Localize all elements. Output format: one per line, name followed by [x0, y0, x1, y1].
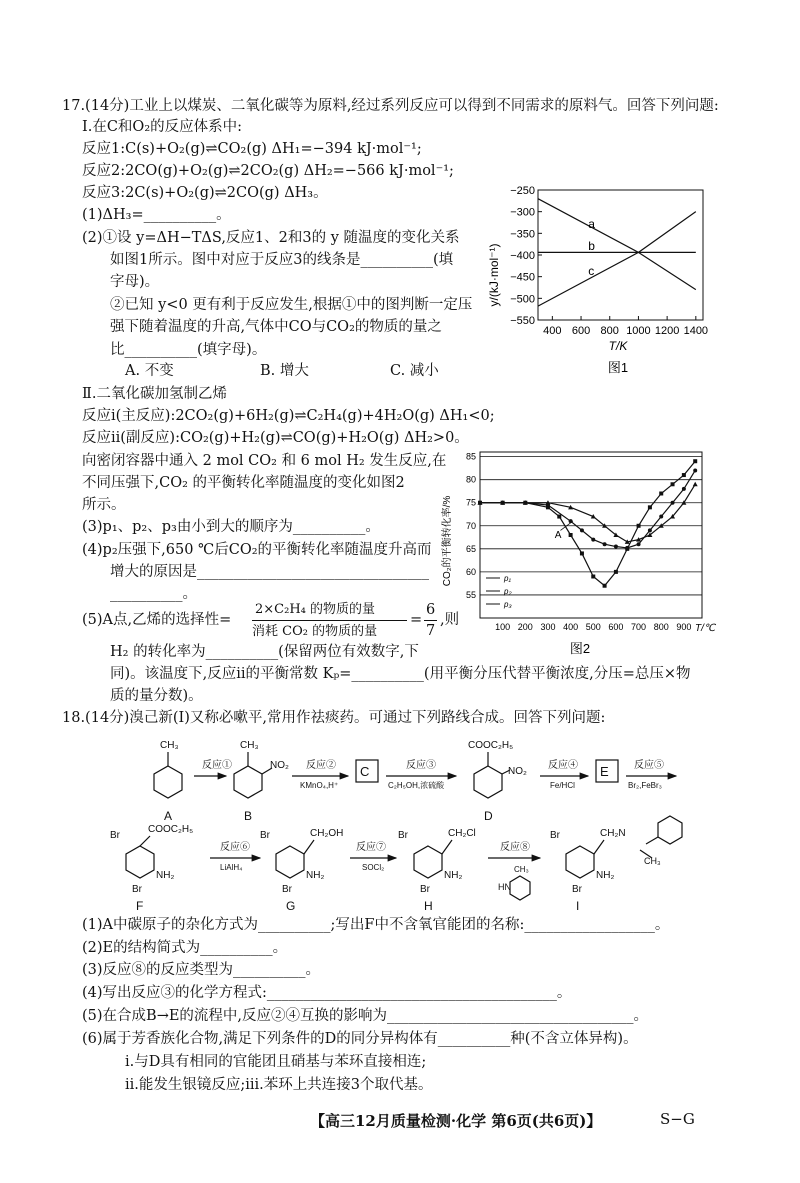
figure-1-xtick-label: 800	[600, 325, 619, 337]
box-e-label: E	[600, 764, 609, 779]
fraction-bar	[252, 620, 407, 621]
figure-1-ylabel: y/(kJ·mol⁻¹)	[487, 243, 501, 307]
label-b: B	[244, 809, 253, 823]
q17-question-4-line3: __________。	[110, 586, 197, 602]
figure-1-xtick-label: 1000	[626, 325, 651, 337]
option-c: C. 减小	[390, 363, 439, 379]
label-f: F	[136, 899, 144, 913]
cyclohexyl-i	[658, 816, 682, 844]
figure-1-xtick-label: 1400	[683, 325, 709, 337]
figure-2-point-p2	[693, 468, 697, 472]
figure-2-point-p2	[648, 528, 652, 532]
arrow-r2-cond: KMnO₄,H⁺	[300, 781, 339, 790]
h-nh2: NH₂	[444, 870, 463, 881]
figure-1-xtick-label: 400	[543, 325, 562, 337]
ring-d	[474, 766, 502, 798]
q17-reaction-2: 反应2:2CO(g)+O₂(g)⇌2CO₂(g) ΔH₂=−566 kJ·mol⁻¹;	[82, 163, 454, 179]
q17-question-2a-line3: 字母)。	[110, 274, 160, 290]
i-br2: Br	[572, 884, 582, 895]
f-br1: Br	[110, 830, 120, 841]
label-g: G	[286, 899, 296, 913]
ring-h	[414, 846, 442, 878]
q17-question-2b-line2: 强下随着温度的升高,气体中CO与CO₂的物质的量之	[110, 319, 442, 335]
figure-1-ytick-label: −350	[510, 228, 535, 241]
q17-question-2b-line3: 比__________(填字母)。	[110, 342, 267, 358]
figure-2-ytick-label: 65	[465, 543, 476, 554]
i-ch2n: CH₂N	[600, 828, 626, 839]
ring-a	[154, 766, 182, 798]
q17-reaction-ii: 反应ⅱ(副反应):CO₂(g)+H₂(g)⇌CO(g)+H₂O(g) ΔH₂>0。	[82, 430, 469, 446]
figure-2-point-p2	[625, 546, 629, 550]
figure-2-point-p1	[659, 492, 663, 496]
figure-2-ytick-label: 85	[465, 451, 476, 462]
figure-2-ytick-label: 80	[465, 474, 476, 485]
figure-2-xtick-label: 900	[676, 622, 692, 632]
b-ch3: CH₃	[240, 740, 259, 751]
q17-question-5-prefix: (5)A点,乙烯的选择性=	[82, 612, 232, 628]
label-h: H	[424, 899, 433, 913]
figure-2-point-p1	[648, 505, 652, 509]
figure-2-xtick-label: 700	[631, 622, 647, 632]
q18-question-3: (3)反应⑧的反应类型为__________。	[82, 962, 321, 978]
q18-question-2: (2)E的结构简式为__________。	[82, 940, 288, 956]
fraction-6: 6	[426, 602, 436, 618]
arrow-r7-cond: SOCl₂	[362, 863, 385, 872]
h-br1: Br	[398, 830, 408, 841]
synthesis-scheme	[110, 728, 730, 918]
figure-2-xtick-label: 600	[608, 622, 624, 632]
figure-2-point-p2	[671, 501, 675, 505]
arrow-r8: 反应⑧	[500, 842, 530, 853]
figure-2-ytick-label: 60	[465, 566, 476, 577]
figure-2-legend-label: p₁	[504, 574, 511, 583]
selectivity-denominator: 消耗 CO₂ 的物质的量	[252, 624, 378, 639]
figure-1-line-label-b: b	[588, 238, 595, 253]
page-footer: 【高三12月质量检测·化学 第6页(共6页)】	[310, 1112, 602, 1130]
g-ch2oh: CH₂OH	[310, 828, 344, 839]
figure-2-point-p1	[614, 570, 618, 574]
q18-question-5: (5)在合成B→E的流程中,反应②④互换的影响为__________________________________。	[82, 1008, 649, 1024]
ring-g	[276, 846, 304, 878]
figure-2-xtick-label: 100	[495, 622, 511, 632]
arrow-r5-cond: Br₂,FeBr₃	[628, 781, 662, 790]
option-a: A. 不变	[125, 363, 174, 379]
d-no2: NO₂	[508, 766, 527, 777]
d-cooc2h5: COOC₂H₅	[468, 740, 514, 751]
paper-code: S−G	[660, 1110, 695, 1128]
figure-1-ytick-label: −400	[510, 250, 535, 262]
q17-question-1: (1)ΔH₃=__________。	[82, 207, 231, 223]
reagent-hn: HN	[498, 882, 511, 892]
figure-1-xtick-label: 600	[571, 325, 591, 337]
q17-question-5-line3: 同)。该温度下,反应ⅱ的平衡常数 Kₚ=__________(用平衡分压代替平衡浓度,分压=总压×物	[110, 666, 691, 682]
equals-sign: =	[410, 612, 423, 628]
g-nh2: NH₂	[306, 870, 325, 881]
figure-1-ytick-label: −450	[510, 271, 535, 284]
arrow-r4-cond: Fe/HCl	[550, 781, 575, 790]
figure-2-caption: 图2	[569, 641, 591, 656]
figure-2	[440, 446, 720, 666]
option-b: B. 增大	[260, 363, 309, 379]
figure-2-axes	[466, 452, 702, 632]
q17-question-2b-line1: ②已知 y<0 更有利于反应发生,根据①中的图判断一定压	[110, 297, 473, 313]
q17-intro-line2: 不同压强下,CO₂ 的平衡转化率随温度的变化如图2	[82, 475, 405, 491]
selectivity-numerator: 2×C₂H₄ 的物质的量	[255, 602, 376, 617]
figure-2-ylabel: CO₂的平衡转化率/%	[442, 495, 453, 587]
figure-2-point-p2	[637, 542, 641, 546]
q17-question-5-suffix: ,则	[440, 612, 460, 628]
q18-question-6: (6)属于芳香族化合物,满足下列条件的D的同分异构体有__________种(不含立体异构)。	[82, 1031, 638, 1047]
h-br2: Br	[420, 884, 430, 895]
figure-2-point-p1	[603, 584, 607, 588]
figure-1	[478, 180, 718, 380]
figure-2-xtick-label: 500	[585, 622, 601, 632]
figure-2-point-p2	[682, 487, 686, 491]
arrow-r2: 反应②	[306, 760, 336, 771]
q17-intro-line1: 向密闭容器中通入 2 mol CO₂ 和 6 mol H₂ 发生反应,在	[82, 453, 447, 469]
figure-1-frame	[538, 190, 703, 320]
figure-2-frame	[480, 452, 702, 618]
figure-2-point-p1	[693, 459, 697, 463]
figure-1-xlabel: T/K	[608, 339, 628, 353]
figure-1-axes	[510, 185, 708, 337]
figure-2-point-p2	[614, 545, 618, 549]
figure-1-lines	[538, 199, 696, 306]
h-ch2cl: CH₂Cl	[448, 828, 476, 839]
arrow-r4: 反应④	[548, 760, 578, 771]
q17-part2-title: Ⅱ.二氧化碳加氢制乙烯	[82, 386, 227, 402]
reagent-ch3: CH₃	[514, 865, 529, 874]
figure-1-line-label-c: c	[588, 263, 595, 278]
figure-2-point-p1	[682, 473, 686, 477]
figure-1-ytick-label: −500	[510, 293, 535, 306]
fraction-7: 7	[426, 623, 436, 639]
figure-1-line-label-a: a	[588, 217, 595, 232]
g-br1: Br	[260, 830, 270, 841]
q17-question-5-line4: 质的量分数)。	[110, 688, 203, 704]
arrow-r5: 反应⑤	[634, 760, 664, 771]
arrow-r1: 反应①	[202, 760, 232, 771]
figure-1-line-c	[538, 252, 696, 306]
figure-2-line-p2	[480, 470, 695, 547]
label-i: I	[576, 899, 580, 913]
figure-2-point-p1	[671, 482, 675, 486]
figure-2-point-p2	[591, 538, 595, 542]
i-ch3: CH₃	[644, 856, 661, 866]
figure-1-caption: 图1	[607, 360, 629, 375]
arrow-r7: 反应⑦	[356, 842, 386, 853]
q18-condition-2: ⅱ.能发生银镜反应;ⅲ.苯环上共连接3个取代基。	[125, 1077, 433, 1093]
figure-1-xtick-label: 1200	[654, 325, 680, 337]
cyclohexyl-reagent	[510, 876, 530, 900]
ring-i	[566, 846, 594, 878]
figure-1-ytick-label: −300	[510, 206, 535, 219]
b-no2: NO₂	[270, 760, 289, 771]
q17-part1-title: Ⅰ.在C和O₂的反应体系中:	[82, 119, 243, 135]
figure-2-point-p1	[569, 533, 573, 537]
q17-reaction-i: 反应ⅰ(主反应):2CO₂(g)+6H₂(g)⇌C₂H₄(g)+4H₂O(g) ΔH₁<0;	[82, 408, 495, 424]
arrow-r6-cond: LiAlH₄	[220, 863, 243, 872]
q17-reaction-3: 反应3:2C(s)+O₂(g)⇌2CO(g) ΔH₃。	[82, 185, 328, 201]
figure-2-legend-label: p₂	[504, 587, 512, 596]
figure-2-xlabel: T/℃	[695, 623, 716, 634]
figure-2-point-p1	[557, 515, 561, 519]
label-d: D	[484, 809, 493, 823]
figure-2-lines	[478, 459, 698, 609]
figure-1-ytick-label: −250	[510, 185, 535, 197]
q17-question-4-line1: (4)p₂压强下,650 ℃后CO₂的平衡转化率随温度升高而	[82, 542, 432, 558]
figure-2-point-a-label: A	[554, 530, 562, 541]
figure-2-point-p2	[580, 528, 584, 532]
figure-2-point-p1	[580, 551, 584, 555]
figure-2-xtick-label: 300	[540, 622, 556, 632]
q17-header: 17.(14分)工业上以煤炭、二氧化碳等为原料,经过系列反应可以得到不同需求的原料气。回答下列问题:	[62, 98, 719, 114]
q17-question-2a-line2: 如图1所示。图中对应于反应3的线条是__________(填	[110, 252, 454, 268]
f-cooc2h5: COOC₂H₅	[148, 824, 194, 835]
f-nh2: NH₂	[156, 870, 175, 881]
figure-2-xtick-label: 200	[517, 622, 533, 632]
q18-question-4: (4)写出反应③的化学方程式:________________________________________。	[82, 985, 572, 1001]
a-ch3: CH₃	[160, 740, 179, 751]
f-br2: Br	[132, 884, 142, 895]
q17-question-5-line2: H₂ 的转化率为__________(保留两位有效数字,下	[110, 644, 419, 660]
q17-intro-line3: 所示。	[82, 497, 126, 513]
i-nh2: NH₂	[596, 870, 615, 881]
q17-question-3: (3)p₁、p₂、p₃由小到大的顺序为__________。	[82, 519, 380, 535]
figure-2-legend-label: p₃	[504, 600, 512, 609]
q17-reaction-1: 反应1:C(s)+O₂(g)⇌CO₂(g) ΔH₁=−394 kJ·mol⁻¹;	[82, 141, 422, 157]
box-c-label: C	[360, 764, 370, 779]
figure-2-point-p1	[637, 524, 641, 528]
q18-question-1: (1)A中碳原子的杂化方式为__________;写出F中不含氧官能团的名称:__________________。	[82, 917, 670, 933]
figure-2-point-p3	[693, 482, 698, 487]
figure-2-point-p2	[659, 515, 663, 519]
q18-condition-1: ⅰ.与D具有相同的官能团且硝基与苯环直接相连;	[125, 1054, 427, 1070]
q17-question-4-line2: 增大的原因是________________________________	[110, 564, 429, 580]
ring-b	[234, 766, 262, 798]
arrow-r3: 反应③	[406, 760, 436, 771]
figure-1-ytick-label: −550	[510, 315, 535, 327]
figure-2-ytick-label: 75	[465, 497, 476, 508]
figure-2-xtick-label: 400	[563, 622, 579, 632]
arrow-r3-cond: C₂H₅OH,浓硫酸	[388, 781, 445, 790]
arrow-r6: 反应⑥	[220, 842, 250, 853]
q18-header: 18.(14分)溴己新(I)又称必嗽平,常用作祛痰药。可通过下列路线合成。回答下列问题:	[62, 710, 606, 726]
figure-2-xtick-label: 800	[653, 622, 669, 632]
q17-question-2a-line1: (2)①设 y=ΔH−TΔS,反应1、2和3的 y 随温度的变化关系	[82, 230, 460, 246]
ring-f	[126, 846, 154, 878]
g-br2: Br	[282, 884, 292, 895]
i-br1: Br	[550, 830, 560, 841]
figure-2-point-p2	[603, 542, 607, 546]
figure-2-ytick-label: 55	[465, 589, 476, 600]
figure-2-point-p1	[591, 575, 595, 579]
label-a: A	[164, 809, 173, 823]
figure-1-line-a	[538, 199, 696, 253]
figure-2-ytick-label: 70	[465, 520, 476, 531]
